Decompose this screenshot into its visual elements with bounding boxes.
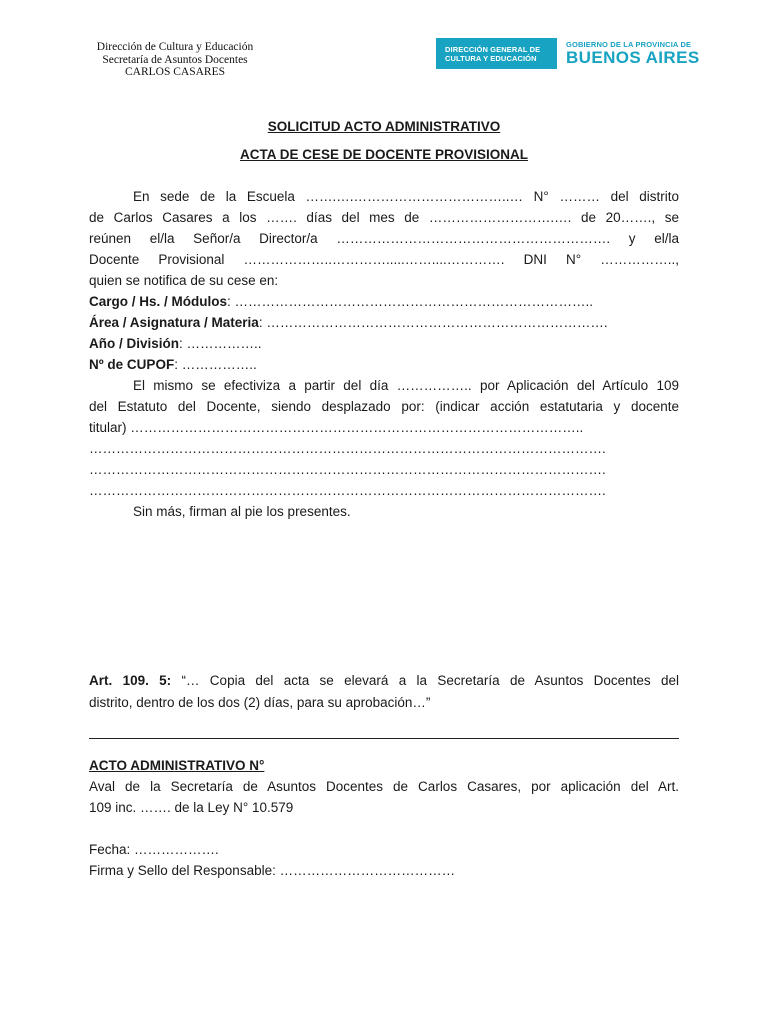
field-cargo: [89, 291, 679, 312]
closing-line: Sin más, firman al pie los presentes.: [133, 504, 351, 519]
dotted-line: …………………………………………………………………………………………………….: [89, 441, 606, 456]
header-line-secretaria: Secretaría de Asuntos Docentes: [102, 53, 248, 66]
field-cupof-value: : ……………..: [174, 357, 257, 372]
document-title: SOLICITUD ACTO ADMINISTRATIVO: [267, 119, 501, 134]
field-area: [89, 312, 679, 333]
header-line-district: CARLOS CASARES: [124, 66, 225, 78]
body-line: Docente Provisional ………………..………….....……....…………. DNI N° ……………..,: [89, 252, 679, 267]
document-subtitle: ACTA DE CESE DE DOCENTE PROVISIONAL: [239, 147, 529, 162]
article-line: [89, 670, 679, 692]
acto-section: [89, 755, 679, 881]
dgcye-logo-line1: DIRECCIÓN GENERAL DE: [445, 44, 541, 54]
article-label: Art. 109. 5:: [89, 673, 172, 688]
gba-logo-big: BUENOS AIRES: [566, 48, 700, 67]
header-institution: [80, 41, 270, 79]
article-text: “… Copia del acta se elevará a la Secretaría de Asuntos Docentes del: [181, 673, 679, 688]
dgcye-logo-line2: CULTURA Y EDUCACIÓN: [445, 53, 537, 63]
body-line: del Estatuto del Docente, siendo desplazado por: (indicar acción estatutaria y docente: [89, 399, 679, 414]
section-divider: [89, 738, 679, 739]
body-line: de Carlos Casares a los ……. días del mes de ……………………….…. de 20……., se: [89, 210, 679, 225]
field-anio-label: Año / División: [89, 336, 180, 351]
acto-line: Aval de la Secretaría de Asuntos Docentes de Carlos Casares, por aplicación del Art.: [89, 779, 679, 794]
header-line-direccion: Dirección de Cultura y Educación: [96, 41, 254, 53]
acta-body: [89, 186, 679, 522]
firma-field: Firma y Sello del Responsable: …………………………………: [89, 863, 456, 878]
field-cargo-value: : ……………………………………………………………………..: [227, 294, 594, 309]
field-cupof: [89, 354, 679, 375]
field-cargo-label: Cargo / Hs. / Módulos: [89, 294, 228, 309]
spacer: [89, 818, 679, 839]
dotted-line: …………………………………………………………………………………………………….: [89, 462, 606, 477]
body-line: El mismo se efectiviza a partir del día …………….. por Aplicación del Artículo 109: [133, 378, 679, 393]
body-line: reúnen el/la Señor/a Director/a ……………………………………………………. y el/la: [89, 231, 679, 246]
body-line: En sede de la Escuela …….….……………………………..… N° ……… del distrito: [133, 189, 679, 204]
article-line: distrito, dentro de los dos (2) días, para su aprobación…”: [89, 695, 431, 710]
dgcye-logo: [436, 38, 557, 69]
body-line: titular) ………………………………………………………………………………………..: [89, 420, 584, 435]
gba-logo-small: GOBIERNO DE LA PROVINCIA DE: [566, 40, 692, 49]
fecha-field: Fecha: ……………….: [89, 842, 219, 857]
acto-heading: ACTO ADMINISTRATIVO N°: [89, 758, 265, 773]
gba-logo: [566, 40, 716, 67]
acto-line: 109 inc. ……. de la Ley N° 10.579: [89, 800, 294, 815]
field-area-label: Área / Asignatura / Materia: [89, 315, 259, 330]
field-anio-value: : ……………..: [179, 336, 262, 351]
field-anio: [89, 333, 679, 354]
field-area-value: : ………………………………………………………………….: [258, 315, 608, 330]
dotted-line: …………………………………………………………………………………………………….: [89, 483, 606, 498]
article-reference: [89, 670, 679, 714]
field-cupof-label: Nº de CUPOF: [89, 357, 175, 372]
body-line: quien se notifica de su cese en:: [89, 273, 279, 288]
